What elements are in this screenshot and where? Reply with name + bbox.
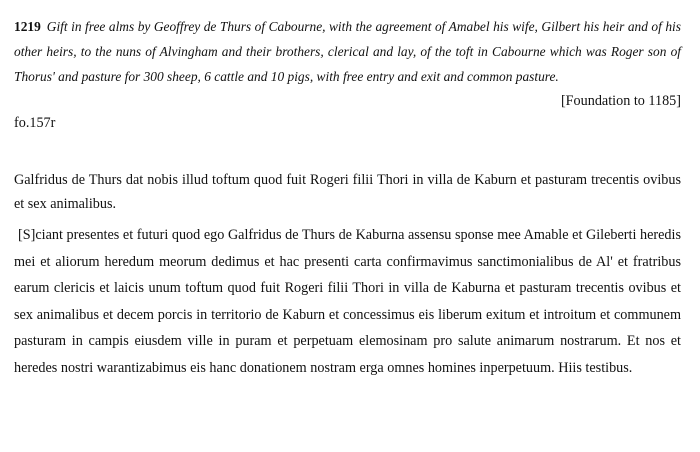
entry-summary-paragraph xyxy=(14,14,681,89)
rubric-text: Galfridus de Thurs dat nobis illud toftum quod fuit Rogeri filii Thori in villa de Kaburn et pasturam trecentis ovibus et sex animalibus. xyxy=(14,172,681,212)
entry-number: 1219 xyxy=(14,19,41,34)
charter-text: [S]ciant presentes et futuri quod ego Galfridus de Thurs de Kaburna assensu sponse mee Amable et Gileberti heredis mei et aliorum heredum meorum dedimus et hac presenti carta confirmavimus sanctimonialibus de Al' et fratribus earum clericis et laicis unum toftum quod fuit Rogeri filii Thori in villa de Kaburna et pasturam trecentis ovibus et sex animalibus et decem porcis in territorio de Kaburn et concessimus eis liberum exitum et introitum et communem pasturam in campis eiusdem ville in puram et perpetuam elemosinam pro salute animarum nostrarum. Et nos et heredes nostri warantizabimus eis hanc donationem nostram erga omnes homines inperpetuum. Hiis testibus. xyxy=(14,227,681,376)
document-page xyxy=(14,14,681,381)
folio-reference: fo.157r xyxy=(14,115,56,131)
entry-dating: [Foundation to 1185] xyxy=(560,93,681,109)
entry-summary: Gift in free alms by Geoffrey de Thurs of Cabourne, with the agreement of Amabel his wife, Gilbert his heir and of his other heirs, to the nuns of Alvingham and their brothers, clerical and lay, of the toft in Cabourne which was Roger son of Thorus' and pasture for 300 sheep, 6 cattle and 10 pigs, with free entry and exit and common pasture. xyxy=(14,19,681,84)
